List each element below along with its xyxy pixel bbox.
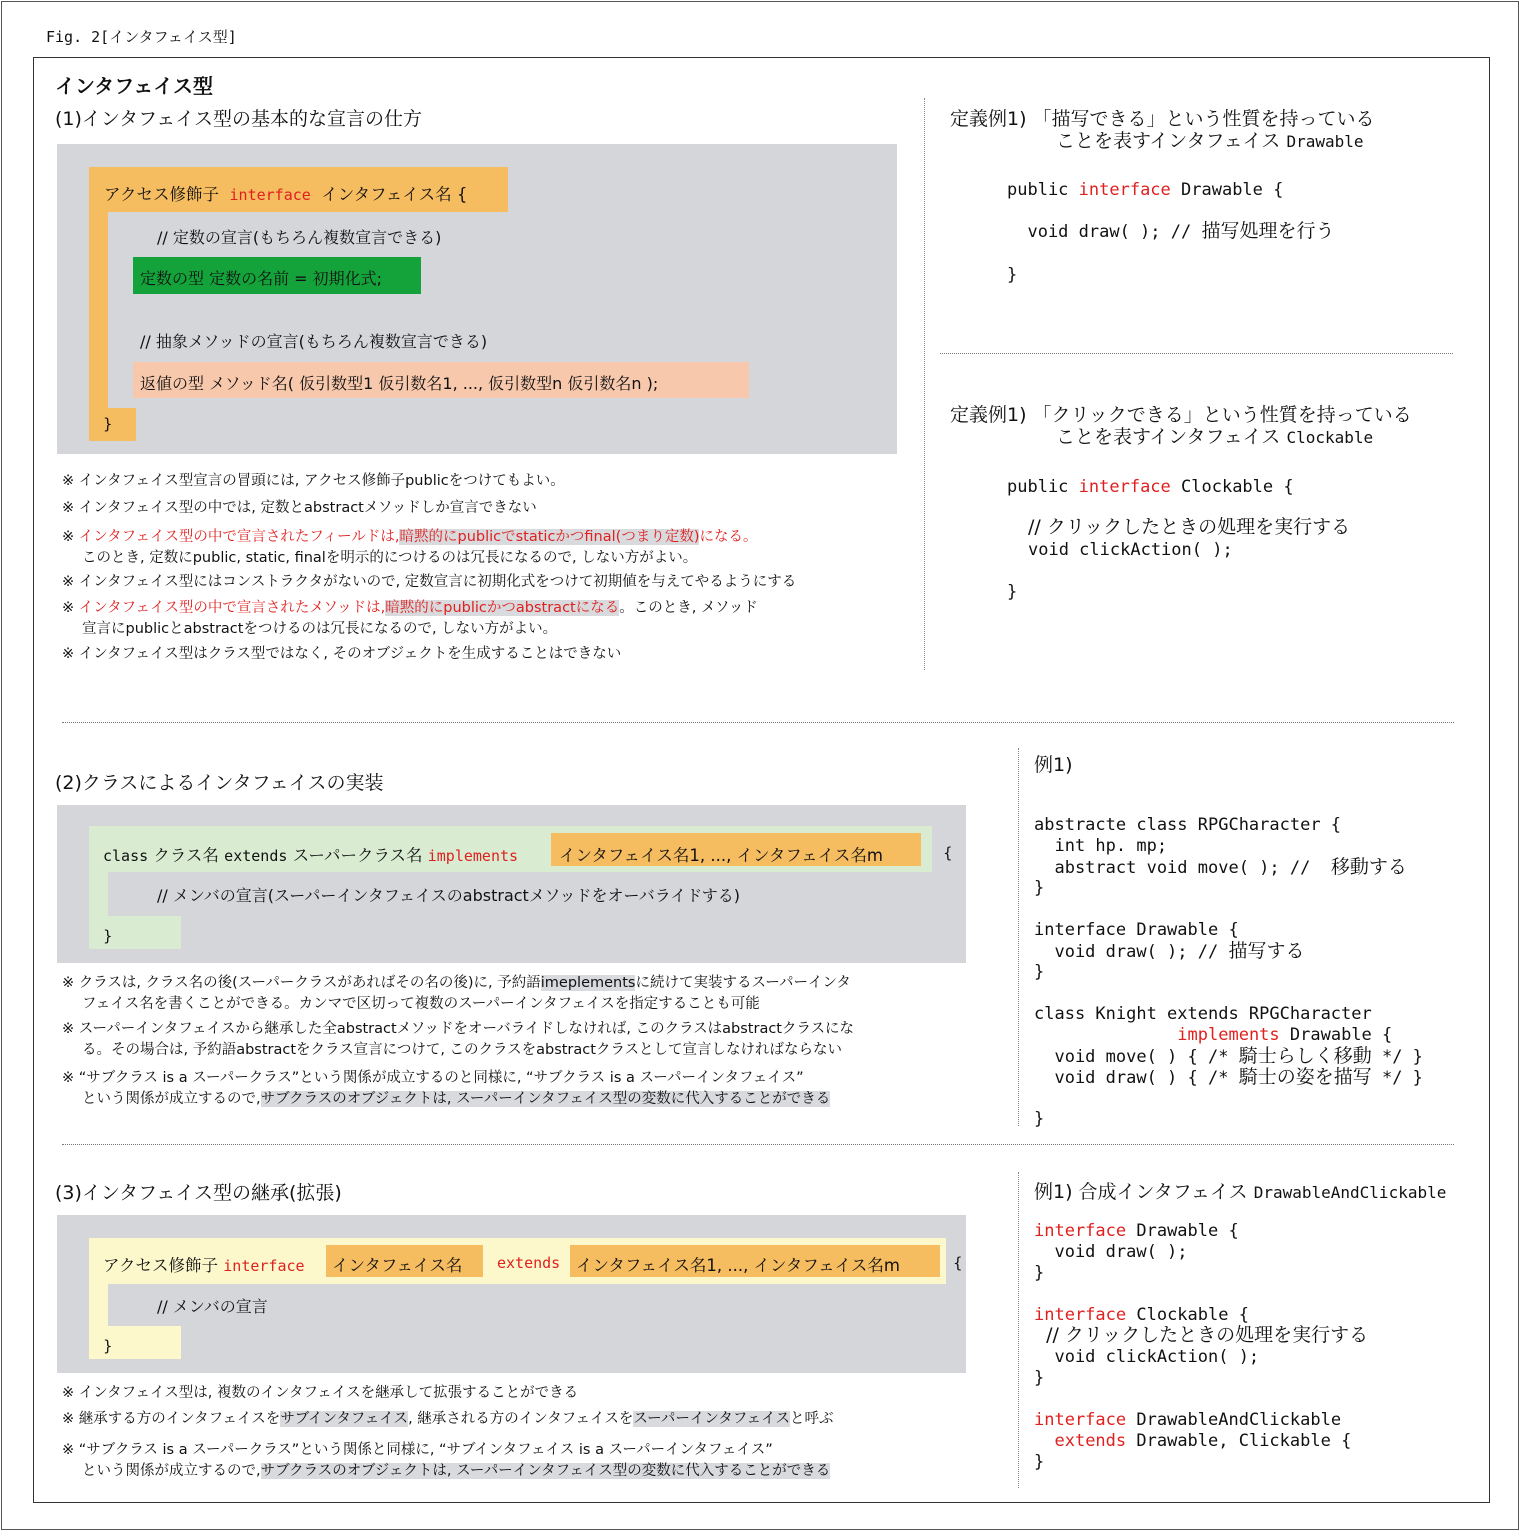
s1-note-3b: このとき, 定数にpublic, static, finalを明示的につけるのは冗長になるので, しない方がよい。	[82, 550, 698, 566]
ex-rpg-c1: abstracte class RPGCharacter {	[1034, 815, 1342, 835]
keyword-extends: extends	[497, 1254, 561, 1272]
ex-clockable-heading-a: 定義例1) 「クリックできる」という性質を持っている	[950, 404, 1412, 426]
divider-v2	[1018, 748, 1019, 1126]
class-header-line	[103, 842, 518, 866]
method-decl: 返値の型 メソッド名( 仮引数型1 仮引数名1, ..., 仮引数型n 仮引数名n );	[140, 374, 659, 393]
ex-clockable-line2	[1028, 517, 1350, 539]
ex-rpg-c8: class Knight extends RPGCharacter	[1034, 1004, 1372, 1024]
ex-comp-b3: void clickAction( );	[1034, 1347, 1260, 1367]
code-part: void draw( ); //	[1007, 222, 1202, 242]
code-comment-jp: // クリックしたときの処理を実行する	[1034, 1324, 1369, 1346]
keyword-interface: interface	[1034, 1221, 1127, 1241]
superclass-text: スーパークラス名	[292, 846, 423, 865]
s1-note-5b: 宣言にpublicとabstractをつけるのは冗長になるので, しない方がよい。	[82, 621, 558, 637]
interface-bracket	[89, 212, 108, 408]
s3-note-3: ※ “サブクラス is a スーパークラス”という関係と同様に, “サブインタフェイス is a スーパーインタフェイス”	[62, 1442, 773, 1458]
note-mark: ※	[62, 529, 79, 545]
ex-drawable-line3: }	[1007, 265, 1018, 285]
s1-note-6: ※ インタフェイス型はクラス型ではなく, そのオブジェクトを生成することはできない	[62, 646, 622, 662]
ex-clockable-line4: }	[1007, 582, 1018, 602]
note-text: という関係が成立するので,	[82, 1091, 261, 1107]
s1-note-4: ※ インタフェイス型にはコンストラクタがないので, 定数宣言に初期化式をつけて初期値を与えてやるようにする	[62, 574, 797, 590]
extends-bracket	[89, 1284, 108, 1326]
code-part: Clockable {	[1126, 1305, 1249, 1325]
ex-comp-b1	[1034, 1305, 1249, 1326]
code-part: public	[1007, 180, 1079, 200]
section2-heading: (2)クラスによるインタフェイスの実装	[55, 772, 384, 794]
ex-comp-a3: }	[1034, 1263, 1045, 1283]
code-part: Drawable {	[1170, 180, 1284, 200]
keyword-extends: extends	[1054, 1431, 1127, 1451]
code-part: Drawable {	[1126, 1221, 1239, 1241]
keyword-interface: interface	[223, 1257, 305, 1275]
code-comment-jp: // クリックしたときの処理を実行する	[1028, 516, 1351, 538]
code-comment-jp: 移動する	[1330, 856, 1407, 878]
code-part: abstract void move( ); //	[1034, 858, 1331, 878]
ex-clockable-line1	[1007, 477, 1294, 498]
code-part: Drawable, Clickable {	[1126, 1431, 1352, 1451]
code-part: */ }	[1371, 1068, 1423, 1088]
divider-v3	[1018, 1172, 1019, 1488]
note-text: と呼ぶ	[789, 1411, 834, 1427]
heading-code: Clockable	[1286, 428, 1374, 447]
ex-drawable-line1	[1007, 180, 1283, 201]
keyword-interface: interface	[1034, 1410, 1127, 1430]
code-part: void move( ) { /*	[1034, 1047, 1239, 1067]
s1-note-3	[62, 526, 757, 549]
s2-note-2b: る。その場合は, 予約語abstractをクラス宣言につけて, このクラスをabstractクラスとして宣言しなければならない	[82, 1042, 843, 1058]
s1-note-1: ※ インタフェイス型宣言の冒頭には, アクセス修飾子publicをつけてもよい。	[62, 473, 565, 489]
s3-note-1: ※ インタフェイス型は, 複数のインタフェイスを継承して拡張することができる	[62, 1385, 579, 1401]
const-comment: // 定数の宣言(もちろん複数宣言できる)	[157, 228, 442, 247]
divider-v1	[924, 98, 925, 670]
ex-rpg-c5: interface Drawable {	[1034, 920, 1239, 940]
section1-heading: (1)インタフェイス型の基本的な宣言の仕方	[55, 108, 423, 130]
ex-comp-c3: }	[1034, 1452, 1045, 1472]
interface-header-line	[104, 181, 467, 205]
note-highlight: 暗黙的にpublicかつabstractになる	[385, 600, 620, 616]
heading-code: DrawableAndClickable	[1253, 1183, 1447, 1202]
code-comment-jp: 描写処理を行う	[1201, 220, 1335, 242]
note-mark: ※	[62, 600, 79, 616]
class-member-comment: // メンバの宣言(スーパーインタフェイスのabstractメソッドをオーバライドする)	[157, 886, 741, 905]
heading-text: ことを表すインタフェイス	[1056, 426, 1281, 448]
code-part: Clockable {	[1170, 477, 1294, 497]
code-part: void draw( ); //	[1034, 942, 1229, 962]
const-decl: 定数の型 定数の名前 = 初期化式;	[140, 269, 383, 288]
keyword-interface: interface	[1078, 477, 1171, 497]
s3-note-3b	[82, 1460, 830, 1483]
implements-list: インタフェイス名1, ..., インタフェイス名m	[559, 846, 883, 865]
modifier-text: アクセス修飾子	[103, 1256, 219, 1275]
code-comment-jp: 描写する	[1228, 940, 1305, 962]
ex-rpg-c11	[1034, 1067, 1423, 1089]
s3-note-2	[62, 1408, 833, 1431]
heading-code: Drawable	[1286, 132, 1364, 151]
heading-text: ことを表すインタフェイス	[1056, 130, 1281, 152]
keyword-extends: extends	[224, 847, 288, 865]
ex-clockable-line3: void clickAction( );	[1028, 540, 1233, 560]
code-part	[1034, 1431, 1054, 1451]
s2-note-3b	[82, 1088, 830, 1111]
s2-note-3: ※ “サブクラス is a スーパークラス”という関係が成立するのと同様に, “サブクラス is a スーパーインタフェイス”	[62, 1070, 804, 1086]
class-name-text: クラス名	[153, 846, 219, 865]
class-close-brace: }	[103, 927, 113, 945]
interface-name-text: インタフェイス名 {	[321, 185, 468, 204]
page-title: インタフェイス型	[55, 74, 213, 98]
modifier-text: アクセス修飾子	[104, 185, 220, 204]
code-part: void draw( ) { /*	[1034, 1068, 1239, 1088]
ex-rpg-c3	[1034, 857, 1407, 879]
keyword-implements: implements	[427, 847, 519, 865]
ex-rpg-c10	[1034, 1046, 1423, 1068]
ex-rpg-c12: }	[1034, 1109, 1045, 1129]
class-bracket	[89, 872, 108, 916]
s2-note-2: ※ スーパーインタフェイスから継承した全abstractメソッドをオーバライドしなければ, このクラスはabstractクラスにな	[62, 1021, 855, 1037]
ex-drawable-heading-b	[1056, 126, 1364, 153]
ex-comp-a2: void draw( );	[1034, 1242, 1188, 1262]
ex-rpg-c9	[1034, 1025, 1392, 1046]
note-text: に続けて実装するスーパーインタ	[635, 975, 851, 991]
ex-composite-heading	[1034, 1177, 1446, 1204]
class-open-brace: {	[943, 844, 953, 862]
code-comment-jp: 騎士の姿を描写	[1238, 1066, 1372, 1088]
section3-heading: (3)インタフェイス型の継承(拡張)	[55, 1182, 342, 1204]
ex-drawable-heading-a: 定義例1) 「描写できる」という性質を持っている	[950, 108, 1375, 130]
divider-h-ex	[940, 353, 1453, 354]
interface-close-brace: }	[103, 415, 113, 433]
keyword-interface: interface	[1078, 180, 1171, 200]
note-highlight: サブインタフェイス	[280, 1411, 409, 1427]
s2-note-1	[62, 972, 851, 995]
note-highlight: サブクラスのオブジェクトは, スーパーインタフェイス型の変数に代入することができる	[260, 1091, 831, 1107]
figure-label: Fig. 2[インタフェイス型]	[46, 28, 237, 46]
ex-rpg-c4: }	[1034, 878, 1045, 898]
note-red-text: インタフェイス型の中で宣言されたメソッドは,	[78, 600, 386, 616]
ex-drawable-line2	[1007, 221, 1334, 243]
s1-note-5	[62, 597, 758, 620]
divider-h1	[62, 722, 1454, 723]
ex-comp-b4: }	[1034, 1368, 1045, 1388]
note-highlight: スーパーインタフェイス	[633, 1411, 790, 1427]
note-red-end: になる。	[699, 529, 758, 545]
code-part: DrawableAndClickable	[1126, 1410, 1342, 1430]
note-highlight: 暗黙的にpublicでstaticかつfinal(つまり定数)	[399, 529, 700, 545]
keyword-implements: implements	[1177, 1025, 1280, 1045]
note-text: ※ クラスは, クラス名の後(スーパークラスがあればその名の後)に, 予約語	[62, 975, 541, 991]
ex-comp-c2	[1034, 1431, 1351, 1452]
code-part: */ }	[1371, 1047, 1423, 1067]
extends-member-comment: // メンバの宣言	[157, 1297, 268, 1316]
note-red-text: インタフェイス型の中で宣言されたフィールドは,	[78, 529, 400, 545]
keyword-interface: interface	[1034, 1305, 1127, 1325]
subinterface-name: インタフェイス名	[332, 1256, 463, 1275]
ex-clockable-heading-b	[1056, 422, 1373, 449]
ex-rpg-c2: int hp. mp;	[1034, 836, 1168, 856]
code-part: public	[1007, 477, 1079, 497]
ex-rpg-c6	[1034, 941, 1304, 963]
method-comment: // 抽象メソッドの宣言(もちろん複数宣言できる)	[140, 332, 488, 351]
note-text: という関係が成立するので,	[82, 1463, 261, 1479]
ex-comp-b2	[1034, 1325, 1368, 1347]
note-text: , 継承される方のインタフェイスを	[408, 1411, 634, 1427]
keyword-interface: interface	[229, 186, 311, 204]
extends-list: インタフェイス名1, ..., インタフェイス名m	[576, 1256, 900, 1275]
extends-open-brace: {	[953, 1254, 963, 1272]
note-highlight: imeplements	[540, 975, 636, 991]
extends-modifier	[103, 1252, 305, 1276]
code-part: Drawable {	[1279, 1025, 1393, 1045]
ex-rpg-c7: }	[1034, 962, 1045, 982]
ex-comp-a1	[1034, 1221, 1239, 1242]
ex-comp-c1	[1034, 1410, 1341, 1431]
heading-text: 例1) 合成インタフェイス	[1034, 1181, 1248, 1203]
code-comment-jp: 騎士らしく移動	[1238, 1045, 1372, 1067]
note-text: ※ 継承する方のインタフェイスを	[62, 1411, 281, 1427]
note-end: 。このとき, メソッド	[619, 600, 758, 616]
ex-rpg-heading: 例1)	[1034, 754, 1073, 776]
s1-note-2: ※ インタフェイス型の中では, 定数とabstractメソッドしか宣言できない	[62, 500, 537, 516]
s2-note-1b: フェイス名を書くことができる。カンマで区切って複数のスーパーインタフェイスを指定することも可能	[82, 996, 760, 1012]
extends-close-brace: }	[103, 1337, 113, 1355]
divider-h2	[62, 1144, 1454, 1145]
keyword-class: class	[103, 847, 149, 865]
code-part	[1034, 1025, 1177, 1045]
note-highlight: サブクラスのオブジェクトは, スーパーインタフェイス型の変数に代入することができる	[260, 1463, 831, 1479]
